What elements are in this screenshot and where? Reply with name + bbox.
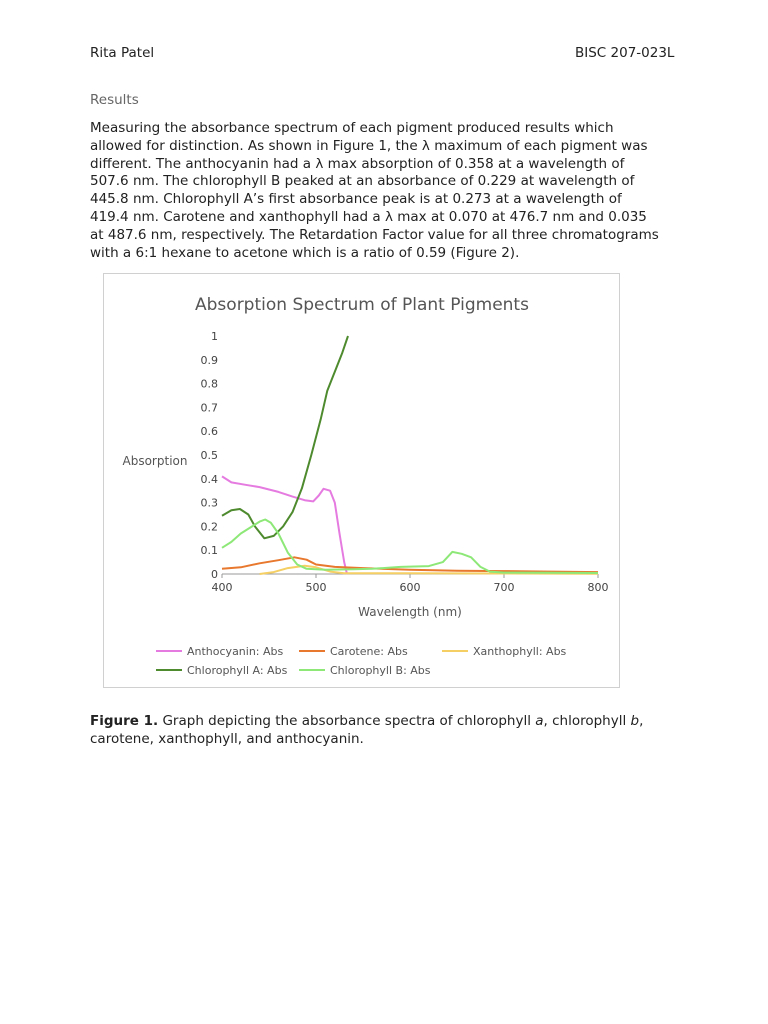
- section-heading: Results: [90, 92, 139, 108]
- caption-line-2: carotene, xanthophyll, and anthocyanin.: [90, 731, 364, 747]
- paragraph-line: 507.6 nm. The chlorophyll B peaked at an absorbance of 0.229 at wavelength of: [90, 173, 635, 190]
- paragraph-line: Measuring the absorbance spectrum of each pigment produced results which: [90, 120, 614, 136]
- figure-caption: [90, 712, 690, 748]
- x-tick-label: 700: [493, 581, 515, 594]
- y-axis-label: Absorption: [122, 454, 188, 468]
- legend-label: Anthocyanin: Abs: [187, 645, 284, 658]
- legend-label: Chlorophyll A: Abs: [187, 664, 288, 677]
- caption-text: Graph depicting the absorbance spectra of chlorophyll: [158, 713, 536, 729]
- paragraph-line: different. The anthocyanin had a λ max absorption of 0.358 at a wavelength of: [90, 155, 625, 172]
- series-line-chlorophyll-b-abs: [222, 520, 598, 574]
- x-tick-label: 800: [587, 581, 609, 594]
- y-tick-label: 0.8: [200, 377, 218, 391]
- caption-italic-b: b: [630, 713, 640, 729]
- y-tick-label: 0.9: [200, 353, 218, 367]
- x-axis-label: Wavelength (nm): [358, 605, 462, 619]
- series-lines: [222, 336, 598, 574]
- y-tick-label: 0.3: [200, 496, 218, 510]
- legend-item: [156, 645, 284, 658]
- paragraph-line: with a 6:1 hexane to acetone which is a ratio of 0.59 (Figure 2).: [90, 244, 520, 261]
- y-tick-label: 0.7: [200, 401, 218, 415]
- absorption-chart: [104, 274, 621, 689]
- series-line-chlorophyll-a-abs: [222, 336, 348, 538]
- legend-label: Chlorophyll B: Abs: [330, 664, 431, 677]
- caption-line-1: [90, 712, 690, 730]
- paragraph-line: at 487.6 nm, respectively. The Retardation Factor value for all three chromatograms: [90, 226, 659, 243]
- caption-italic-a: a: [535, 713, 544, 729]
- results-paragraph: [90, 120, 680, 262]
- paragraph-line: allowed for distinction. As shown in Figure 1, the λ maximum of each pigment was: [90, 137, 648, 154]
- legend-label: Xanthophyll: Abs: [473, 645, 567, 658]
- caption-label: Figure 1.: [90, 713, 159, 729]
- y-tick-label: 0: [211, 568, 218, 581]
- paragraph-line: 445.8 nm. Chlorophyll A’s first absorbance peak is at 0.273 at a wavelength of: [90, 191, 622, 208]
- legend-label: Carotene: Abs: [330, 645, 408, 658]
- legend-item: [299, 645, 408, 658]
- y-tick-label: 1: [211, 330, 218, 343]
- y-tick-label: 0.2: [200, 520, 218, 534]
- caption-text: ,: [639, 713, 644, 729]
- chart-title: Absorption Spectrum of Plant Pigments: [195, 295, 529, 315]
- paragraph-line: 419.4 nm. Carotene and xanthophyll had a λ max at 0.070 at 476.7 nm and 0.035: [90, 208, 647, 225]
- legend-item: [156, 664, 288, 677]
- header-name: Rita Patel: [90, 45, 155, 61]
- caption-text: , chlorophyll: [543, 713, 631, 729]
- y-axis-ticks: [201, 330, 219, 581]
- x-tick-label: 600: [399, 581, 421, 594]
- x-axis-ticks: [212, 574, 609, 594]
- x-tick-label: 500: [305, 581, 327, 594]
- legend-item: [299, 664, 431, 677]
- header-course: BISC 207-023L: [575, 45, 675, 61]
- chart-legend: [156, 645, 567, 677]
- chart-frame: [103, 273, 620, 688]
- y-tick-label: 0.1: [200, 544, 218, 558]
- legend-item: [442, 645, 567, 658]
- y-tick-label: 0.5: [200, 449, 218, 462]
- x-tick-label: 400: [211, 581, 233, 594]
- y-tick-label: 0.6: [200, 425, 218, 439]
- y-tick-label: 0.4: [200, 472, 218, 486]
